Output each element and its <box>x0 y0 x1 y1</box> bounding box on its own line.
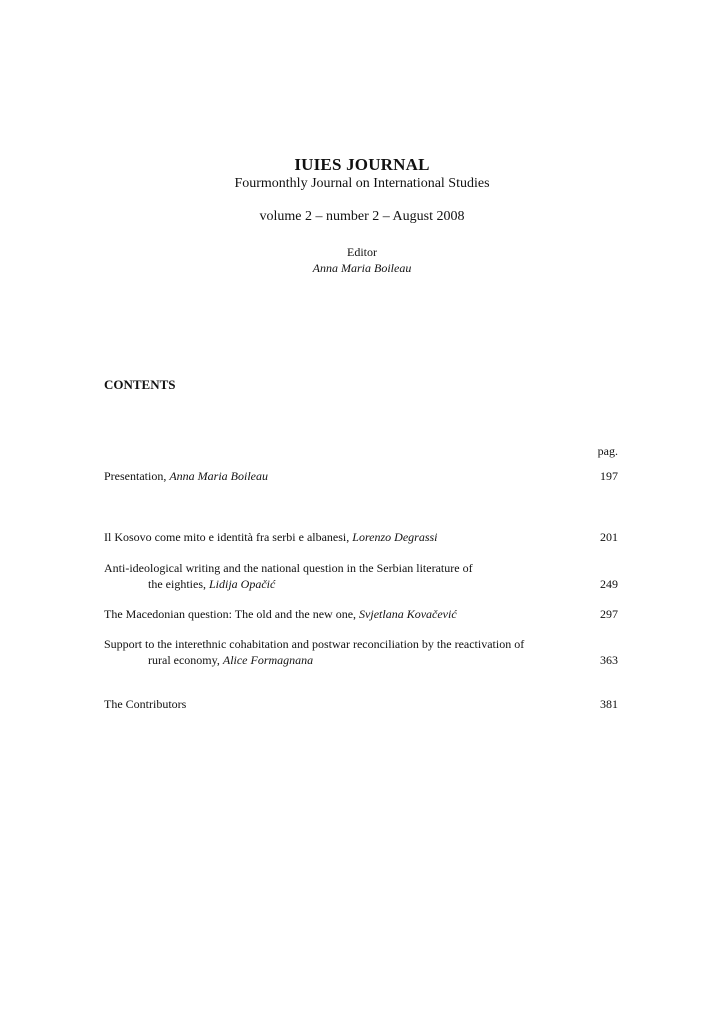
contents-heading: CONTENTS <box>104 377 176 392</box>
toc-entry-page: 249 <box>600 577 618 591</box>
editor-name: Anna Maria Boileau <box>312 261 412 275</box>
toc-entry-macedonian[interactable] <box>104 606 618 622</box>
toc-entry-author: Svjetlana Kovačević <box>359 607 457 621</box>
toc-entry-page: 297 <box>600 607 618 621</box>
journal-subtitle: Fourmonthly Journal on International Studies <box>234 176 490 191</box>
toc-entry-author: Lorenzo Degrassi <box>352 530 438 544</box>
toc-entry-page: 197 <box>600 469 618 483</box>
volume-info: volume 2 – number 2 – August 2008 <box>259 209 465 224</box>
toc-entry-author: Alice Formagnana <box>222 653 314 667</box>
toc-entry-text: The Macedonian question: The old and the new one, Svjetlana Kovačević <box>104 607 457 621</box>
page-column-label: pag. <box>597 444 618 458</box>
journal-title: IUIES JOURNAL <box>294 155 430 174</box>
toc-entry-anti-ideological[interactable] <box>104 560 618 592</box>
toc-entry-text: Support to the interethnic cohabitation and postwar reconciliation by the reactivation of <box>104 637 525 651</box>
toc-entry-text: the eighties, Lidija Opačić <box>148 577 276 591</box>
toc-entry-contributors[interactable] <box>104 696 618 712</box>
toc-entry-page: 381 <box>600 697 618 711</box>
toc-entry-text: Il Kosovo come mito e identità fra serbi e albanesi, Lorenzo Degrassi <box>104 530 438 544</box>
toc-entry-author: Anna Maria Boileau <box>169 469 268 483</box>
toc-entry-text: rural economy, Alice Formagnana <box>148 653 314 667</box>
toc-entry-text: Anti-ideological writing and the national question in the Serbian literature of <box>104 561 473 575</box>
toc-entry-text: The Contributors <box>104 697 187 711</box>
editor-label: Editor <box>347 245 377 259</box>
toc-entry-page: 363 <box>600 653 618 667</box>
toc-entry-presentation[interactable] <box>104 468 618 484</box>
toc-entry-page: 201 <box>600 530 618 544</box>
toc-entry-kosovo[interactable] <box>104 529 618 545</box>
toc-entry-text: Presentation, Anna Maria Boileau <box>104 469 268 483</box>
toc-entry-interethnic[interactable] <box>104 636 618 668</box>
toc-entry-author: Lidija Opačić <box>208 577 276 591</box>
